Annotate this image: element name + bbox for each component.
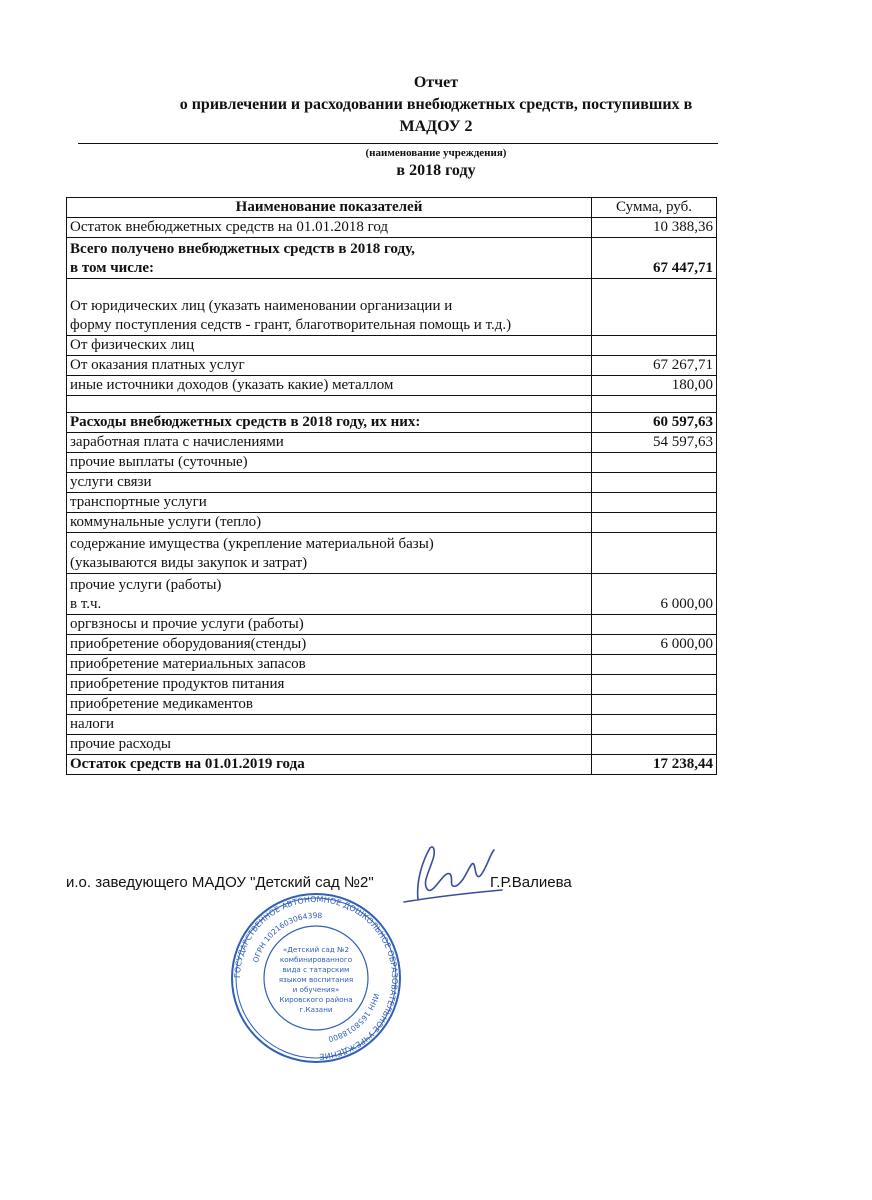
header-sum: Сумма, руб.: [592, 198, 717, 218]
table-row: [67, 755, 717, 775]
row-label: коммунальные услуги (тепло): [67, 513, 592, 533]
table-row: [67, 376, 717, 396]
row-value: [592, 533, 717, 574]
table-row: [67, 396, 717, 413]
row-label: Остаток средств на 01.01.2019 года: [67, 755, 592, 775]
seal-outer-text: ГОСУДАРСТВЕННОЕ АВТОНОМНОЕ ДОШКОЛЬНОЕ ОБРАЗОВАТЕЛЬНОЕ УЧРЕЖДЕНИЕ: [232, 894, 400, 1061]
row-value: [592, 493, 717, 513]
row-value: [592, 735, 717, 755]
row-label: [67, 396, 592, 413]
table-row: [67, 238, 717, 279]
table-row: [67, 675, 717, 695]
table-row: [67, 413, 717, 433]
row-value: 54 597,63: [592, 433, 717, 453]
table-header-row: [67, 198, 717, 218]
table-row: [67, 493, 717, 513]
row-label: приобретение оборудования(стенды): [67, 635, 592, 655]
signer-role: и.о. заведующего МАДОУ "Детский сад №2": [66, 874, 374, 891]
row-value: 67 447,71: [592, 238, 717, 279]
seal-center-line: Кировского района: [279, 995, 353, 1004]
row-label: [67, 238, 592, 279]
institution-underline: [78, 143, 718, 144]
header-indicator: Наименование показателей: [67, 198, 592, 218]
seal-center-line: комбинированного: [279, 955, 353, 964]
row-value: [592, 396, 717, 413]
official-seal: [228, 890, 404, 1066]
row-label-line2: в т.ч.: [70, 596, 102, 612]
seal-center-line: вида с татарским: [282, 965, 350, 974]
table-row: [67, 695, 717, 715]
row-label-line2: форму поступления седств - грант, благотворительная помощь и т.д.): [70, 317, 512, 333]
row-label-line1: Всего получено внебюджетных средств в 2018 году,: [70, 241, 415, 257]
row-value: 60 597,63: [592, 413, 717, 433]
table-row: [67, 453, 717, 473]
row-label: приобретение медикаментов: [67, 695, 592, 715]
institution-name: МАДОУ 2: [399, 118, 473, 135]
table-row: [67, 735, 717, 755]
row-value: 67 267,71: [592, 356, 717, 376]
institution-caption: (наименование учреждения): [365, 147, 507, 159]
row-value: 180,00: [592, 376, 717, 396]
row-value: [592, 675, 717, 695]
row-label: транспортные услуги: [67, 493, 592, 513]
row-label-line2: (указываются виды закупок и затрат): [70, 555, 308, 571]
row-label: налоги: [67, 715, 592, 735]
seal-center-line: г.Казани: [299, 1005, 333, 1014]
seal-center-line: языком воспитания: [278, 975, 354, 984]
table-row: [67, 473, 717, 493]
table-row: [67, 655, 717, 675]
row-label: Остаток внебюджетных средств на 01.01.2018 год: [67, 218, 592, 238]
row-value: [592, 715, 717, 735]
row-label: иные источники доходов (указать какие) металлом: [67, 376, 592, 396]
row-label: услуги связи: [67, 473, 592, 493]
row-value: [592, 336, 717, 356]
row-label: [67, 279, 592, 336]
report-title: Отчет: [413, 74, 459, 91]
row-label: оргвзносы и прочие услуги (работы): [67, 615, 592, 635]
row-value: [592, 615, 717, 635]
row-value: 17 238,44: [592, 755, 717, 775]
row-value: 6 000,00: [592, 635, 717, 655]
table-row: [67, 615, 717, 635]
row-value: [592, 279, 717, 336]
row-label-line1: От юридических лиц (указать наименовании организации и: [70, 298, 453, 314]
table-row: [67, 356, 717, 376]
seal-center-line: «Детский сад №2: [282, 945, 350, 954]
table-row: [67, 433, 717, 453]
row-label-line2: в том числе:: [70, 260, 155, 276]
table-row: [67, 218, 717, 238]
row-label-line1: содержание имущества (укрепление материальной базы): [70, 536, 434, 552]
seal-ogrn: ОГРН 1021603064398: [251, 910, 323, 964]
row-value: 6 000,00: [592, 574, 717, 615]
row-label: приобретение материальных запасов: [67, 655, 592, 675]
row-label: От физических лиц: [67, 336, 592, 356]
row-label: [67, 574, 592, 615]
row-value: [592, 453, 717, 473]
seal-inn: ИНН 1658018800: [327, 992, 381, 1044]
row-label: прочие выплаты (суточные): [67, 453, 592, 473]
row-label: От оказания платных услуг: [67, 356, 592, 376]
row-label: [67, 533, 592, 574]
table-row: [67, 533, 717, 574]
row-value: [592, 473, 717, 493]
report-table: [66, 197, 717, 775]
table-row: [67, 574, 717, 615]
row-value: 10 388,36: [592, 218, 717, 238]
table-row: [67, 336, 717, 356]
row-value: [592, 655, 717, 675]
row-label-line1: прочие услуги (работы): [70, 577, 222, 593]
table-row: [67, 513, 717, 533]
report-subtitle: о привлечении и расходовании внебюджетных средств, поступивших в: [179, 96, 693, 113]
seal-center-line: и обучения»: [292, 985, 340, 994]
row-label: Расходы внебюджетных средств в 2018 году, их них:: [67, 413, 592, 433]
row-label: прочие расходы: [67, 735, 592, 755]
table-row: [67, 715, 717, 735]
row-value: [592, 695, 717, 715]
row-label: приобретение продуктов питания: [67, 675, 592, 695]
report-year: в 2018 году: [396, 162, 476, 179]
table-row: [67, 635, 717, 655]
row-value: [592, 513, 717, 533]
row-label: заработная плата с начислениями: [67, 433, 592, 453]
signer-name: Г.Р.Валиева: [490, 874, 572, 891]
table-row: [67, 279, 717, 336]
